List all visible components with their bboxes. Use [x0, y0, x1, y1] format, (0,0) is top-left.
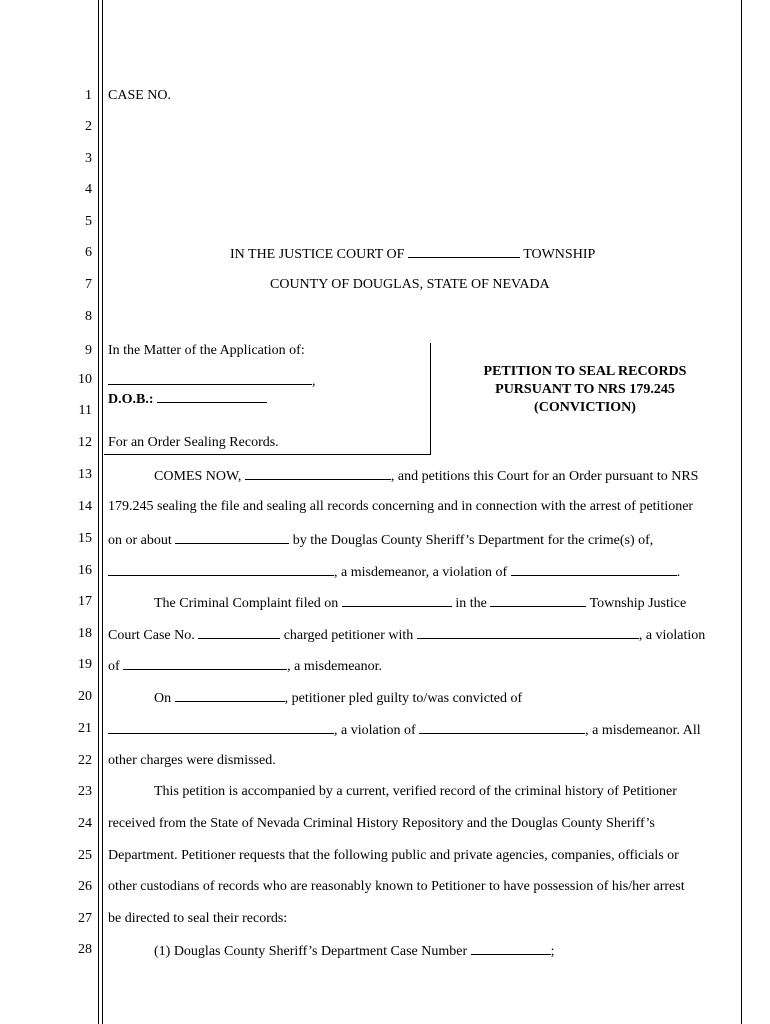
line-number: 8: [85, 309, 92, 324]
complaint-date-blank[interactable]: [342, 594, 452, 607]
court-case-no-text: Court Case No.: [108, 628, 195, 643]
line-number: 9: [85, 343, 92, 358]
applicant-name-blank[interactable]: [108, 372, 312, 385]
line-number: 23: [78, 784, 92, 799]
line-number: 21: [78, 721, 92, 736]
in-the-text: in the: [455, 596, 487, 611]
body-line-28: [154, 942, 555, 960]
of-text: of: [108, 659, 120, 674]
line-number: 2: [85, 119, 92, 134]
dob-blank[interactable]: [157, 390, 267, 403]
body-line-16: [108, 563, 680, 581]
convicted-statute-blank[interactable]: [419, 721, 585, 734]
line-number: 13: [78, 467, 92, 482]
charged-with-text: charged petitioner with: [283, 628, 414, 643]
line-number: 7: [85, 277, 92, 292]
dob-label: D.O.B.:: [108, 392, 154, 407]
petition-title-line1: PETITION TO SEAL RECORDS: [483, 364, 687, 379]
petitions-text: , and petitions this Court for an Order pursuant to NRS: [390, 469, 699, 484]
body-line-25: Department. Petitioner requests that the following public and private agencies, companies, officials or: [108, 848, 679, 863]
charge-statute-blank[interactable]: [123, 657, 287, 670]
line-number: 22: [78, 753, 92, 768]
petition-title-line3: (CONVICTION): [534, 400, 636, 415]
on-text: On: [154, 691, 172, 706]
township-blank[interactable]: [408, 245, 520, 258]
court-case-no-blank[interactable]: [198, 626, 280, 639]
line-number: 17: [78, 594, 92, 609]
body-line-22: other charges were dismissed.: [108, 753, 276, 768]
crime-blank[interactable]: [108, 563, 334, 576]
sheriff-crime-text: by the Douglas County Sheriff’s Department for the crime(s) of,: [292, 533, 654, 548]
body-line-26: other custodians of records who are reasonably known to Petitioner to have possession of his/her arrest: [108, 879, 685, 894]
township-justice-blank[interactable]: [490, 594, 586, 607]
sheriff-case-number-blank[interactable]: [471, 942, 551, 955]
body-line-14: 179.245 sealing the file and sealing all records concerning and in connection with the arrest of petitioner: [108, 499, 694, 514]
line-number: 19: [78, 657, 92, 672]
plea-date-blank[interactable]: [175, 689, 285, 702]
line-number: 1: [85, 88, 92, 103]
comes-now-text: COMES NOW,: [154, 469, 242, 484]
complaint-filed-text: The Criminal Complaint filed on: [154, 596, 339, 611]
line-number: 10: [78, 372, 92, 387]
line-number: 16: [78, 563, 92, 578]
a-violation-text: , a violation: [638, 628, 706, 643]
applicant-name-line: [108, 372, 316, 390]
semicolon-text: ;: [550, 944, 555, 959]
court-heading-suffix: TOWNSHIP: [523, 247, 596, 262]
left-margin-rule-inner: [102, 0, 103, 1024]
petitioner-name-blank[interactable]: [245, 467, 391, 480]
misdemeanor-all-text: , a misdemeanor. All: [585, 723, 701, 738]
line-number: 15: [78, 531, 92, 546]
township-justice-text: Township Justice: [589, 596, 687, 611]
statute-blank[interactable]: [511, 563, 677, 576]
line-number: 5: [85, 214, 92, 229]
convicted-crime-blank[interactable]: [108, 721, 334, 734]
line-number: 14: [78, 499, 92, 514]
line-number: 25: [78, 848, 92, 863]
body-line-21: [108, 721, 701, 739]
a-misdemeanor-text: , a misdemeanor.: [287, 659, 383, 674]
body-line-17: [154, 594, 686, 612]
line-number: 20: [78, 689, 92, 704]
court-heading-prefix: IN THE JUSTICE COURT OF: [230, 247, 405, 262]
case-number-label: CASE NO.: [108, 88, 172, 103]
body-line-18: [108, 626, 705, 644]
body-line-15: [108, 531, 653, 549]
body-line-20: [154, 689, 522, 707]
violation-of-text: , a violation of: [334, 723, 416, 738]
applicant-comma: ,: [312, 374, 316, 389]
matter-label: In the Matter of the Application of:: [108, 343, 305, 358]
sheriff-case-number-text: (1) Douglas County Sheriff’s Department Case Number: [154, 944, 468, 959]
line-number: 27: [78, 911, 92, 926]
line-number: 24: [78, 816, 92, 831]
line-number: 11: [78, 403, 92, 418]
charge-blank[interactable]: [417, 626, 639, 639]
line-number: 12: [78, 435, 92, 450]
line-number: 28: [78, 942, 92, 957]
line-number: 6: [85, 245, 92, 260]
body-line-27: be directed to seal their records:: [108, 911, 288, 926]
on-or-about-text: on or about: [108, 533, 172, 548]
line-number: 4: [85, 182, 92, 197]
pled-guilty-text: , petitioner pled guilty to/was convicted of: [284, 691, 523, 706]
body-line-19: [108, 657, 382, 675]
order-sealing-label: For an Order Sealing Records.: [108, 435, 279, 450]
period-text: .: [676, 565, 681, 580]
line-number: 3: [85, 151, 92, 166]
left-margin-rule-outer: [98, 0, 99, 1024]
petition-title: [440, 363, 730, 417]
line-number: 26: [78, 879, 92, 894]
arrest-date-blank[interactable]: [175, 531, 289, 544]
misdemeanor-violation-text: , a misdemeanor, a violation of: [334, 565, 508, 580]
line-number: 18: [78, 626, 92, 641]
body-line-24: received from the State of Nevada Criminal History Repository and the Douglas County Sheriff’s: [108, 816, 655, 831]
right-margin-rule: [741, 0, 742, 1024]
court-heading-line2: COUNTY OF DOUGLAS, STATE OF NEVADA: [270, 277, 550, 292]
petition-title-line2: PURSUANT TO NRS 179.245: [495, 382, 675, 397]
body-line-13: [154, 467, 698, 485]
dob-line: [108, 390, 267, 408]
court-heading-line1: [230, 245, 595, 263]
body-line-23: This petition is accompanied by a current, verified record of the criminal history of Petitioner: [154, 784, 677, 799]
